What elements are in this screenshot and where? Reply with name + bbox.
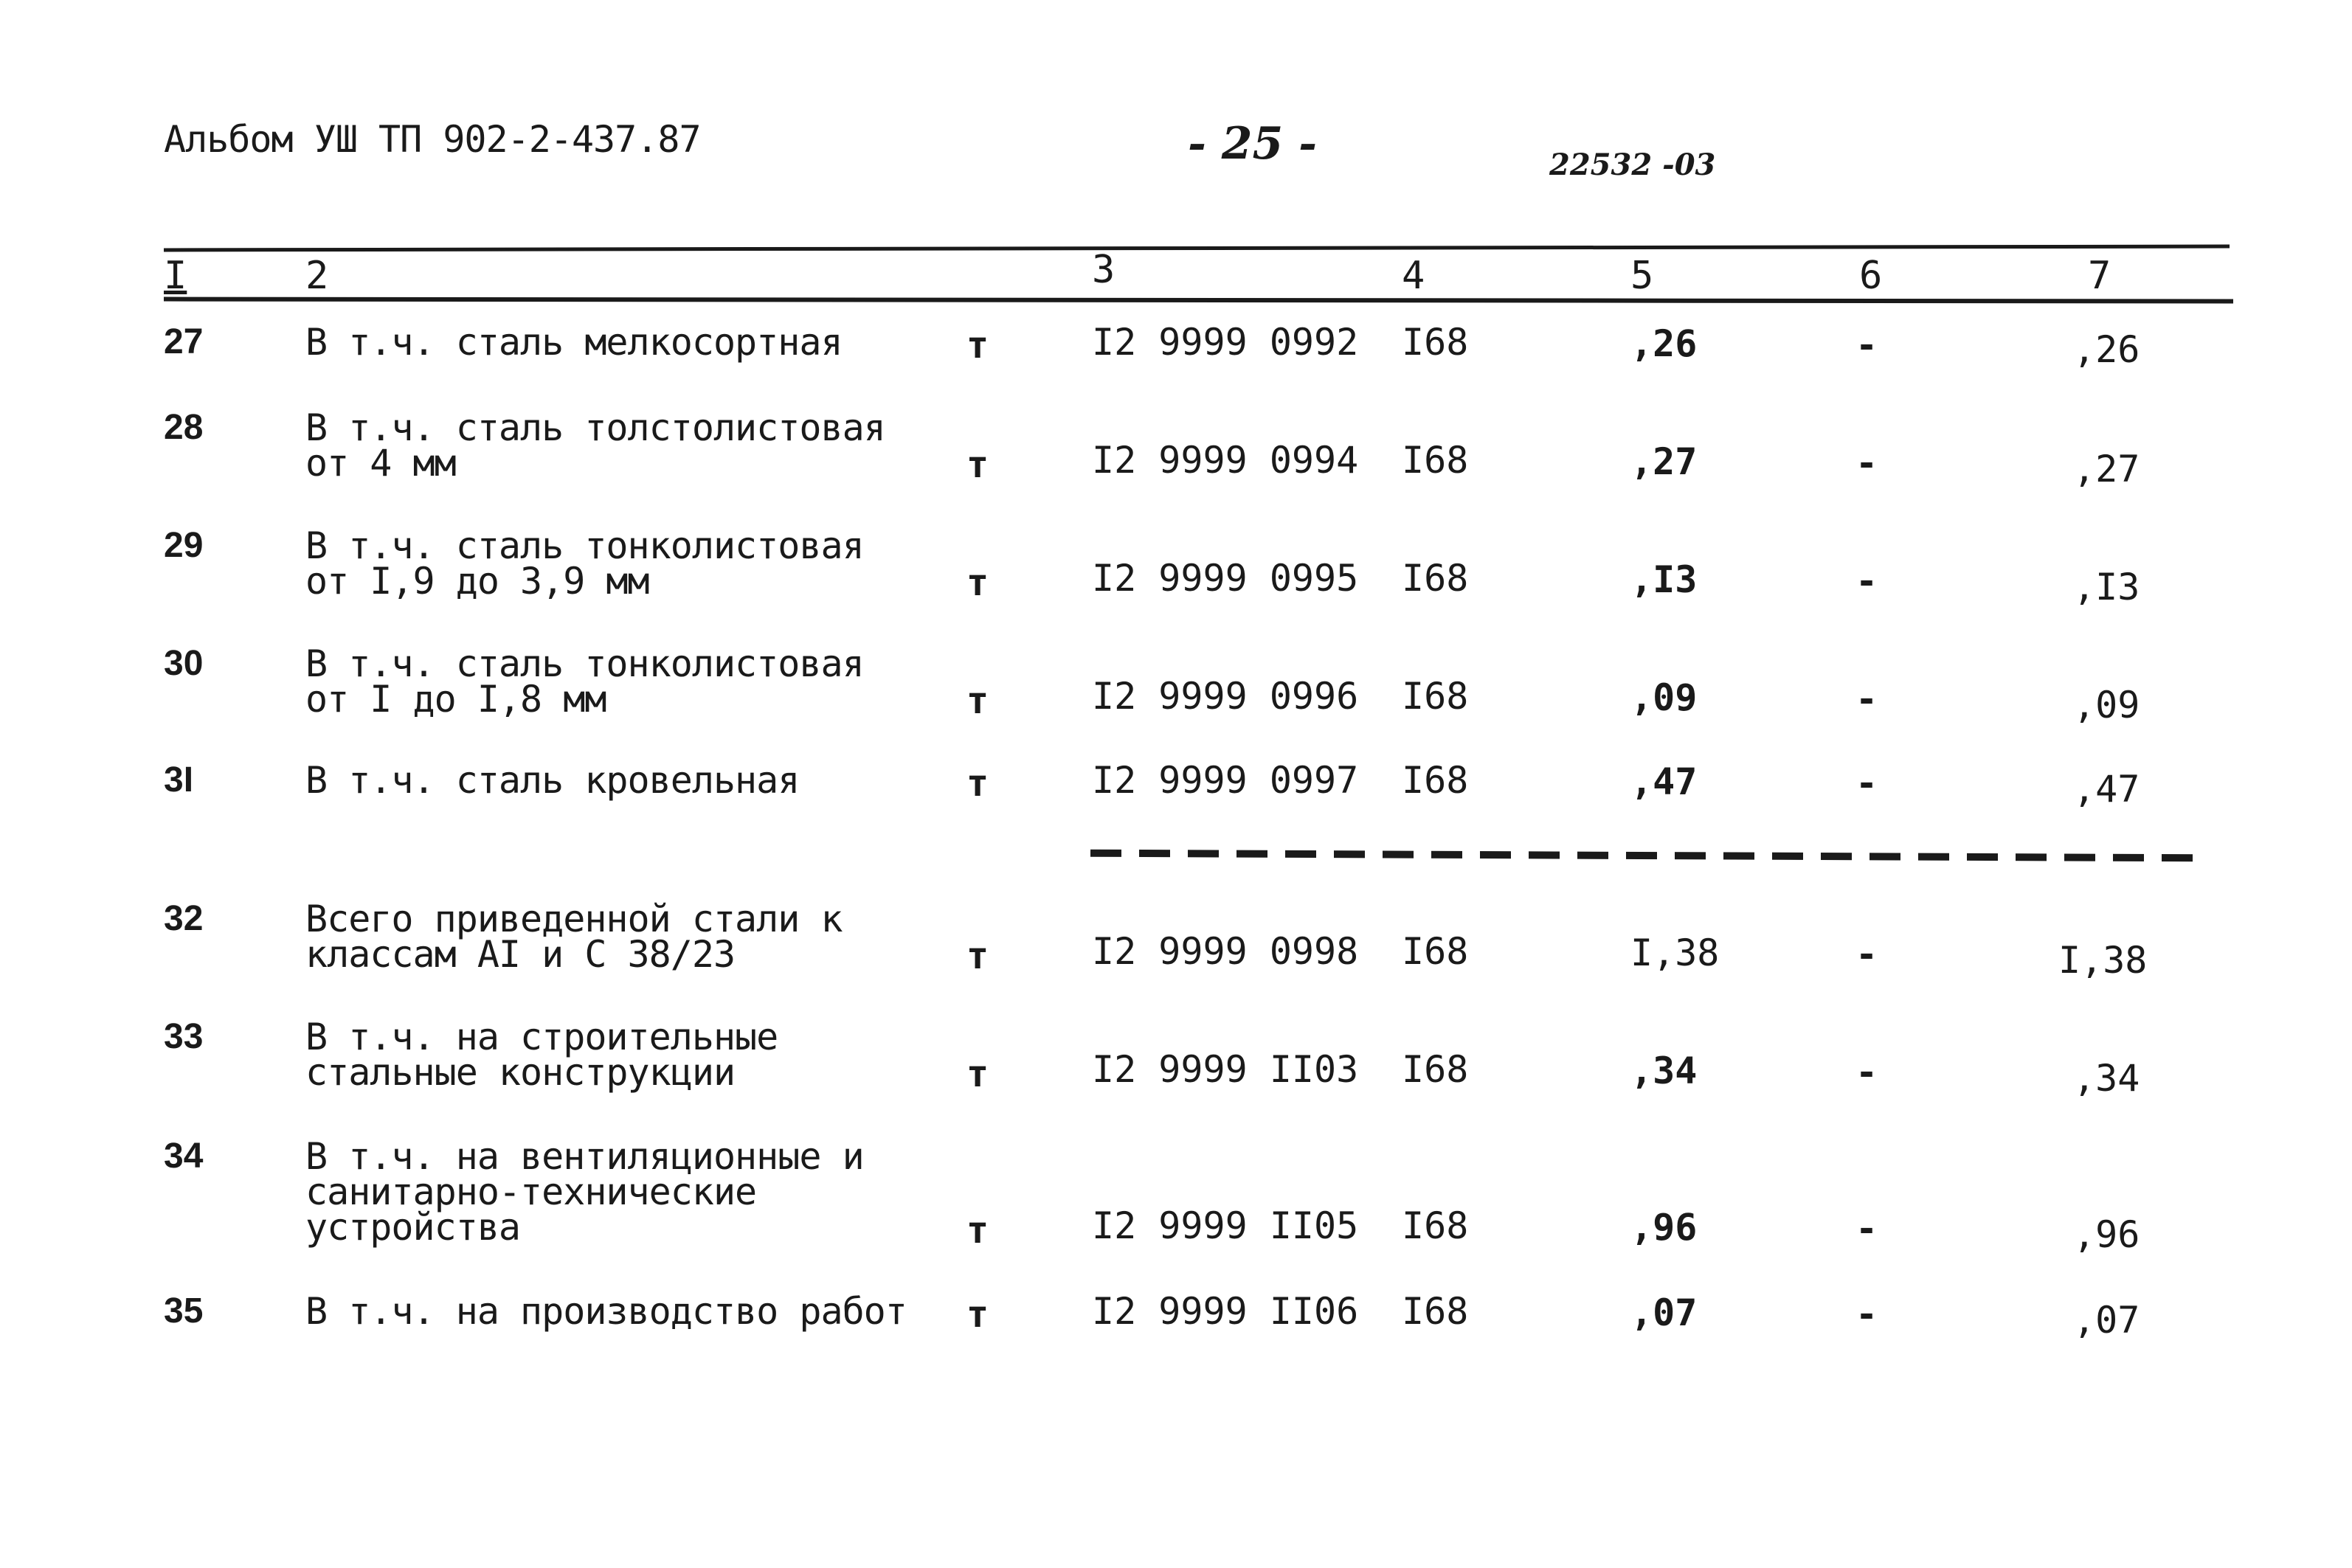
row-unit: т xyxy=(966,762,989,805)
row-col4: I68 xyxy=(1402,1290,1469,1333)
row-description: В т.ч. сталь толстолистовая от 4 мм xyxy=(305,406,885,485)
row-code: I2 9999 II06 xyxy=(1092,1290,1359,1333)
row-col4: I68 xyxy=(1402,759,1469,802)
row-col6: - xyxy=(1855,324,1878,367)
row-col6: - xyxy=(1855,678,1878,721)
row-col7: ,26 xyxy=(2073,328,2140,371)
column-header-6: 6 xyxy=(1859,254,1883,298)
row-number: 3I xyxy=(164,760,194,799)
row-code: I2 9999 0998 xyxy=(1092,930,1359,973)
column-header-4: 4 xyxy=(1402,254,1425,298)
row-number: 32 xyxy=(164,899,204,938)
row-col6: - xyxy=(1855,933,1878,976)
row-col5: ,96 xyxy=(1630,1206,1698,1249)
row-unit: т xyxy=(966,1209,989,1252)
row-number: 35 xyxy=(164,1291,204,1331)
row-number: 34 xyxy=(164,1137,204,1176)
table-top-rule xyxy=(164,245,2230,252)
row-col5: ,26 xyxy=(1630,322,1698,365)
row-col5: ,34 xyxy=(1630,1050,1698,1092)
row-code: I2 9999 II03 xyxy=(1092,1048,1359,1091)
page-number: - 25 - xyxy=(1188,118,1318,170)
column-header-2: 2 xyxy=(305,254,329,298)
row-description: Всего приведенной стали к классам AI и С 38/23 xyxy=(305,898,843,976)
row-description: В т.ч. сталь тонколистовая от I до I,8 мм xyxy=(305,642,864,721)
row-number: 29 xyxy=(164,526,204,565)
document-code: 22532 -03 xyxy=(1549,148,1716,182)
row-unit: т xyxy=(966,443,989,486)
column-header-3: 3 xyxy=(1092,248,1116,292)
row-col5: ,47 xyxy=(1630,760,1698,803)
row-col5: ,I3 xyxy=(1630,558,1698,601)
row-description: В т.ч. сталь тонколистовая от I,9 до 3,9 мм xyxy=(305,524,864,603)
row-code: I2 9999 0992 xyxy=(1092,321,1359,364)
row-col6: - xyxy=(1855,1293,1878,1336)
row-col4: I68 xyxy=(1402,1204,1469,1247)
row-number: 28 xyxy=(164,408,204,447)
row-unit: т xyxy=(966,1052,989,1095)
row-col4: I68 xyxy=(1402,557,1469,600)
row-col6: - xyxy=(1855,1207,1878,1250)
row-col5: ,07 xyxy=(1630,1291,1698,1334)
row-description: В т.ч. на вентиляционные и санитарно-технические устройства xyxy=(305,1135,864,1249)
subtotal-dashed-line xyxy=(1090,850,2197,862)
row-col4: I68 xyxy=(1402,930,1469,973)
row-col4: I68 xyxy=(1402,439,1469,482)
row-code: I2 9999 0997 xyxy=(1092,759,1359,802)
row-number: 27 xyxy=(164,322,204,361)
row-col5: ,27 xyxy=(1630,440,1698,483)
column-header-7: 7 xyxy=(2088,254,2111,298)
row-unit: т xyxy=(966,324,989,367)
row-col6: - xyxy=(1855,762,1878,805)
row-code: I2 9999 0996 xyxy=(1092,675,1359,718)
row-col7: ,34 xyxy=(2073,1057,2140,1100)
row-col4: I68 xyxy=(1402,321,1469,364)
row-number: 30 xyxy=(164,644,204,683)
row-unit: т xyxy=(966,1293,989,1336)
row-code: I2 9999 0995 xyxy=(1092,557,1359,600)
row-unit: т xyxy=(966,934,989,977)
row-col4: I68 xyxy=(1402,675,1469,718)
row-col6: - xyxy=(1855,1051,1878,1094)
column-header-5: 5 xyxy=(1630,254,1654,298)
row-col7: ,96 xyxy=(2073,1213,2140,1256)
row-col6: - xyxy=(1855,442,1878,485)
album-title: Альбом УШ ТП 902-2-437.87 xyxy=(164,118,701,161)
table-header-rule xyxy=(164,297,2233,304)
row-code: I2 9999 II05 xyxy=(1092,1204,1359,1247)
row-col7: ,09 xyxy=(2073,684,2140,726)
row-col7: ,07 xyxy=(2073,1299,2140,1342)
row-description: В т.ч. сталь кровельная xyxy=(305,759,800,802)
row-description: В т.ч. сталь мелкосортная xyxy=(305,321,843,364)
row-col7: ,47 xyxy=(2073,768,2140,811)
row-col7: ,I3 xyxy=(2073,566,2140,608)
row-code: I2 9999 0994 xyxy=(1092,439,1359,482)
row-description: В т.ч. на строительные стальные конструкции xyxy=(305,1016,778,1094)
row-col5: ,09 xyxy=(1630,676,1698,719)
row-col7: I,38 xyxy=(2058,939,2148,982)
row-number: 33 xyxy=(164,1017,204,1056)
row-col5: I,38 xyxy=(1630,932,1720,974)
row-col7: ,27 xyxy=(2073,448,2140,490)
row-description: В т.ч. на производство работ xyxy=(305,1290,907,1333)
column-header-1: I xyxy=(164,254,187,298)
row-unit: т xyxy=(966,561,989,604)
row-col6: - xyxy=(1855,560,1878,603)
row-col4: I68 xyxy=(1402,1048,1469,1091)
row-unit: т xyxy=(966,679,989,722)
